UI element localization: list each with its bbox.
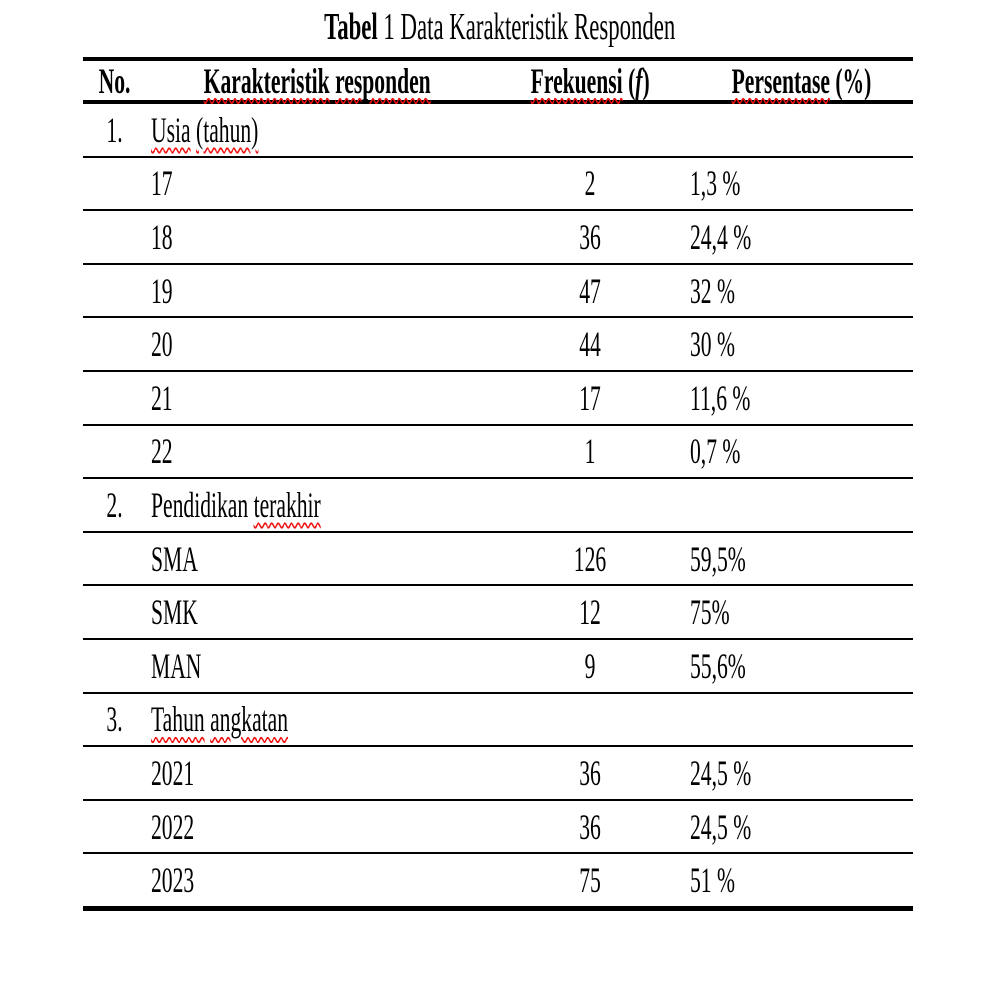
percentage-value <box>690 479 913 531</box>
percentage-value <box>690 586 913 638</box>
text-segment: (%) <box>829 60 872 101</box>
row-label-text <box>151 698 288 740</box>
misspelled-text: Karakteristik <box>203 60 330 101</box>
table-row <box>83 854 913 911</box>
text-segment: ( <box>622 60 636 101</box>
row-label <box>145 372 490 424</box>
text-segment: 2021 <box>151 752 195 793</box>
frequency-value-text: 1 <box>584 431 596 472</box>
table-body <box>83 104 913 911</box>
row-label-text <box>151 538 198 580</box>
table-caption <box>0 4 1000 50</box>
text-segment: 21 <box>151 377 173 418</box>
percentage-value-text: 75% <box>690 592 730 633</box>
misspelled-text: angkatan <box>210 699 289 740</box>
frequency-value <box>490 694 690 746</box>
row-number-text: 2. <box>105 484 123 525</box>
percentage-value <box>690 640 913 692</box>
frequency-value <box>490 158 690 210</box>
percentage-value <box>690 211 913 263</box>
percentage-value <box>690 854 913 906</box>
text-segment: 2022 <box>151 806 195 847</box>
row-label-text <box>151 752 194 794</box>
row-number <box>83 586 145 638</box>
header-cell-karakteristik <box>145 61 490 100</box>
frequency-value <box>490 104 690 156</box>
row-number <box>83 854 145 906</box>
text-segment: SMA <box>151 538 198 579</box>
row-number <box>83 694 145 746</box>
misspelled-text: responden <box>335 60 432 101</box>
row-label <box>145 211 490 263</box>
percentage-value <box>690 426 913 478</box>
frequency-value-text: 36 <box>579 806 601 847</box>
table-row <box>83 158 913 212</box>
row-label <box>145 479 490 531</box>
frequency-value-text: 47 <box>579 270 601 311</box>
frequency-value <box>490 211 690 263</box>
frequency-value <box>490 265 690 317</box>
misspelled-text: Tahun <box>151 699 205 740</box>
row-label <box>145 426 490 478</box>
section-row <box>83 694 913 748</box>
frequency-value <box>490 747 690 799</box>
row-number <box>83 479 145 531</box>
frequency-value-text: 12 <box>579 592 601 633</box>
row-label-text <box>151 430 173 472</box>
percentage-value <box>690 104 913 156</box>
row-label <box>145 854 490 906</box>
row-label-text <box>151 109 258 151</box>
frequency-value <box>490 372 690 424</box>
frequency-value <box>490 318 690 370</box>
frequency-value <box>490 479 690 531</box>
row-label-text <box>151 323 173 365</box>
misspelled-text: (tahun) <box>196 109 259 150</box>
row-number <box>83 265 145 317</box>
text-segment: ) <box>642 60 650 101</box>
table-header-row <box>83 61 913 104</box>
row-label-text <box>151 591 198 633</box>
table-row <box>83 318 913 372</box>
row-label-text <box>151 859 194 901</box>
misspelled-text: Persentase <box>731 60 830 101</box>
frequency-value-text: 2 <box>584 163 596 204</box>
row-number <box>83 747 145 799</box>
header-cell-frekuensi <box>490 61 690 100</box>
percentage-value-text: 11,6 % <box>690 377 751 418</box>
frequency-value <box>490 533 690 585</box>
row-number-text: 1. <box>105 109 123 150</box>
table-row <box>83 265 913 319</box>
frequency-value-text: 126 <box>573 538 607 579</box>
percentage-value-text: 59,5% <box>690 538 746 579</box>
percentage-value-text: 55,6% <box>690 645 746 686</box>
text-segment: Pendidikan <box>151 484 254 525</box>
row-label <box>145 104 490 156</box>
frequency-value-text: 75 <box>579 860 601 901</box>
text-segment: 20 <box>151 324 173 365</box>
row-number <box>83 426 145 478</box>
row-number <box>83 158 145 210</box>
text-segment: 22 <box>151 431 173 472</box>
frequency-value-text: 9 <box>584 645 596 686</box>
header-cell-no <box>83 61 145 100</box>
row-number <box>83 640 145 692</box>
table-row <box>83 533 913 587</box>
table-row <box>83 747 913 801</box>
row-label <box>145 640 490 692</box>
row-number <box>83 211 145 263</box>
section-row <box>83 104 913 158</box>
row-number <box>83 318 145 370</box>
table-row <box>83 211 913 265</box>
caption-title: 1 Data Karakteristik Responden <box>378 6 676 48</box>
text-segment: 19 <box>151 270 173 311</box>
frequency-value-text: 36 <box>579 752 601 793</box>
text-segment: SMK <box>151 592 198 633</box>
row-label-text <box>151 270 173 312</box>
misspelled-text: Frekuensi <box>530 60 623 101</box>
row-label <box>145 318 490 370</box>
row-label <box>145 694 490 746</box>
misspelled-text: terakhir <box>253 484 321 525</box>
row-label-text <box>151 806 194 848</box>
text-segment: MAN <box>151 645 202 686</box>
percentage-value-text: 30 % <box>690 324 735 365</box>
text-segment: f <box>635 60 643 101</box>
header-text-persentase <box>732 60 872 102</box>
table-row <box>83 586 913 640</box>
frequency-value <box>490 801 690 853</box>
row-number <box>83 533 145 585</box>
row-label <box>145 801 490 853</box>
frequency-value-text: 17 <box>579 377 601 418</box>
header-text-frekuensi <box>530 60 649 102</box>
percentage-value <box>690 533 913 585</box>
header-cell-persentase <box>690 61 913 100</box>
misspelled-text: Usia <box>151 109 191 150</box>
row-number <box>83 372 145 424</box>
frequency-value-text: 44 <box>579 324 601 365</box>
caption-label: Tabel <box>324 6 379 48</box>
frequency-value <box>490 854 690 906</box>
text-segment: No. <box>98 60 130 101</box>
percentage-value <box>690 801 913 853</box>
section-row <box>83 479 913 533</box>
row-label <box>145 265 490 317</box>
percentage-value <box>690 694 913 746</box>
frequency-value-text: 36 <box>579 216 601 257</box>
percentage-value <box>690 372 913 424</box>
row-number <box>83 104 145 156</box>
row-label-text <box>151 484 321 526</box>
percentage-value <box>690 158 913 210</box>
row-label-text <box>151 377 173 419</box>
row-number-text: 3. <box>105 699 123 740</box>
caption-text-wrap <box>324 4 675 50</box>
row-label-text <box>151 216 173 258</box>
header-text-karakteristik <box>204 60 431 102</box>
row-label-text <box>151 162 173 204</box>
row-label-text <box>151 645 201 687</box>
table-row <box>83 372 913 426</box>
percentage-value-text: 32 % <box>690 270 735 311</box>
row-label <box>145 586 490 638</box>
text-segment: 2023 <box>151 860 195 901</box>
data-table <box>83 57 913 911</box>
table-row <box>83 426 913 480</box>
row-label <box>145 158 490 210</box>
row-number <box>83 801 145 853</box>
percentage-value <box>690 747 913 799</box>
row-label <box>145 747 490 799</box>
percentage-value <box>690 265 913 317</box>
text-segment: 17 <box>151 163 173 204</box>
frequency-value <box>490 586 690 638</box>
frequency-value <box>490 640 690 692</box>
row-label <box>145 533 490 585</box>
text-segment: 18 <box>151 216 173 257</box>
table-row <box>83 801 913 855</box>
frequency-value <box>490 426 690 478</box>
percentage-value-text: 24,5 % <box>690 806 752 847</box>
percentage-value-text: 51 % <box>690 860 735 901</box>
header-text-no <box>98 60 130 102</box>
percentage-value-text: 1,3 % <box>690 163 741 204</box>
percentage-value-text: 24,5 % <box>690 752 752 793</box>
percentage-value-text: 0,7 % <box>690 431 741 472</box>
percentage-value <box>690 318 913 370</box>
table-row <box>83 640 913 694</box>
percentage-value-text: 24,4 % <box>690 216 752 257</box>
